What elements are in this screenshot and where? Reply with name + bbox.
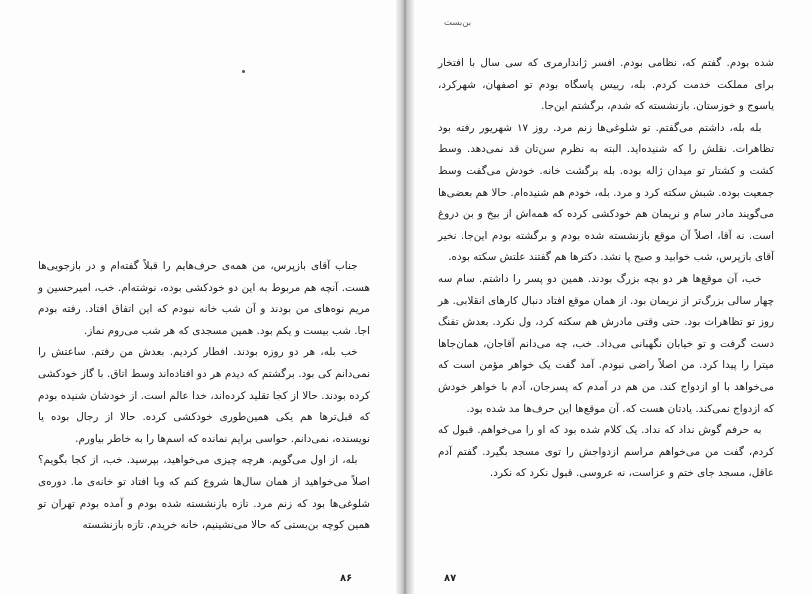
- ink-dot: [242, 70, 245, 73]
- paragraph: خب بله، هر دو روزه بودند. افطار کردیم. بعدش من رفتم. ساعتش را نمی‌دانم کی بود. برگشتم که دیدم هر دو افتاده‌اند وسط اتاق. با گاز خودکشی کرده بودند. حالا از کجا تقلید کرده‌اند، خدا عالم است. از خودشان شنیده بودم که قبل‌ترها هم یکی همین‌طوری خودکشی کرده. حالا از رجال بوده یا نویسنده، نمی‌دانم. حواسی برایم نمانده که اسم‌ها را به خاطر بیاورم.: [38, 346, 370, 445]
- paragraph: شده بودم. گفتم که، نظامی بودم. افسر ژاندارمری که سی سال با افتخار برای مملکت خدمت کردم. بله، رییس پاسگاه بودم تو اصفهان، شهرکرد، یاسوج و خوزستان. بازنشسته که شدم، برگشتم این‌جا.: [438, 57, 774, 113]
- paragraph: خب، آن موقع‌ها هر دو بچه بزرگ بودند. همین دو پسر را داشتم. سام سه چهار سالی بزرگ‌تر از نریمان بود. از همان موقع افتاد دنبال کارهای انقلابی. هر روز تو تظاهرات بود. حتی وقتی مادرش هم سکته کرد، ول نکرد. بعدش تفنگ دست گرفت و تو خیابان نگهبانی می‌داد. خب، چه می‌دانم آقاجان، همان‌جاها میترا را پیدا کرد. من اصلاً راضی نبودم. آمد گفت یک خواهر مؤمن است که می‌خواهد با او ازدواج کند. من هم در آمدم که پسرجان، آدم با خواهر خودش که ازدواج نمی‌کند. یادتان هست که. آن موقع‌ها این حرف‌ها مد شده بود.: [438, 272, 774, 415]
- paragraph: بله بله، داشتم می‌گفتم. تو شلوغی‌ها زنم مرد. روز ۱۷ شهریور رفته بود تظاهرات. نقلش را که شنیده‌اید. البته به نظرم سن‌تان قد نمی‌دهد. وسط کشت و کشتار تو میدان ژاله بوده. بله برگشت خانه. خودش می‌گفت وسط جمعیت بوده. شبش سکته کرد و مرد. بله، خودم هم شنیده‌ام. حالا هم بعضی‌ها می‌گویند مادر سام و نریمان هم خودکشی کرده که همه‌اش از بیخ و بن دروغ است. نه آقا، اصلاً آن موقع بازنشسته شده بودم و برگشته بودم این‌جا. نخیر آقای بازپرس، شب خوابید و صبح پا نشد. دکترها هم گفتند علتش سکته بوده.: [438, 121, 774, 264]
- right-page-body: [438, 53, 774, 485]
- paragraph: بله، از اول می‌گویم. هرچه چیزی می‌خواهید، بپرسید. خب، از کجا بگویم؟ اصلاً می‌خواهید از همان سال‌ها شروع کنم که وبا افتاد تو خانه‌ی ما. دوره‌ی شلوغی‌ها بود که زنم مرد. تازه بازنشسته شده بودم و آمده بودم تهران تو همین کوچه بن‌بستی که حالا می‌نشینیم، خانه خریدم. تازه بازنشسته: [38, 454, 370, 532]
- left-page-body: [38, 256, 370, 537]
- running-head: بن‌بست: [444, 18, 472, 28]
- paragraph: به حرفم گوش نداد که نداد. یک کلام شده بود که او را می‌خواهم. قبول که کردم، گفت من می‌خواهم مراسم ازدواجش را توی مسجد بگیرد. گفتم آدم عاقل، مسجد جای ختم و عزاست، نه عروسی. قبول نکرد که نکرد.: [438, 424, 774, 480]
- right-page: [414, 0, 812, 594]
- page-number: ۸۶: [340, 573, 353, 584]
- paragraph: جناب آقای بازپرس، من همه‌ی حرف‌هایم را قبلاً گفته‌ام و در بازجویی‌ها هست. آنچه هم مربوط به این دو خودکشی بوده، نوشته‌ام. خب، امیرحسین و مریم نوه‌های من بودند و آن شب خانه نبودم که این اتفاق افتاد. رفته بودم اجا. شب بیست و یکم بود. همین مسجدی که هر شب می‌روم نماز.: [38, 260, 370, 337]
- book-gutter: [396, 0, 414, 594]
- left-page: [0, 0, 396, 594]
- page-number: ۸۷: [444, 573, 457, 584]
